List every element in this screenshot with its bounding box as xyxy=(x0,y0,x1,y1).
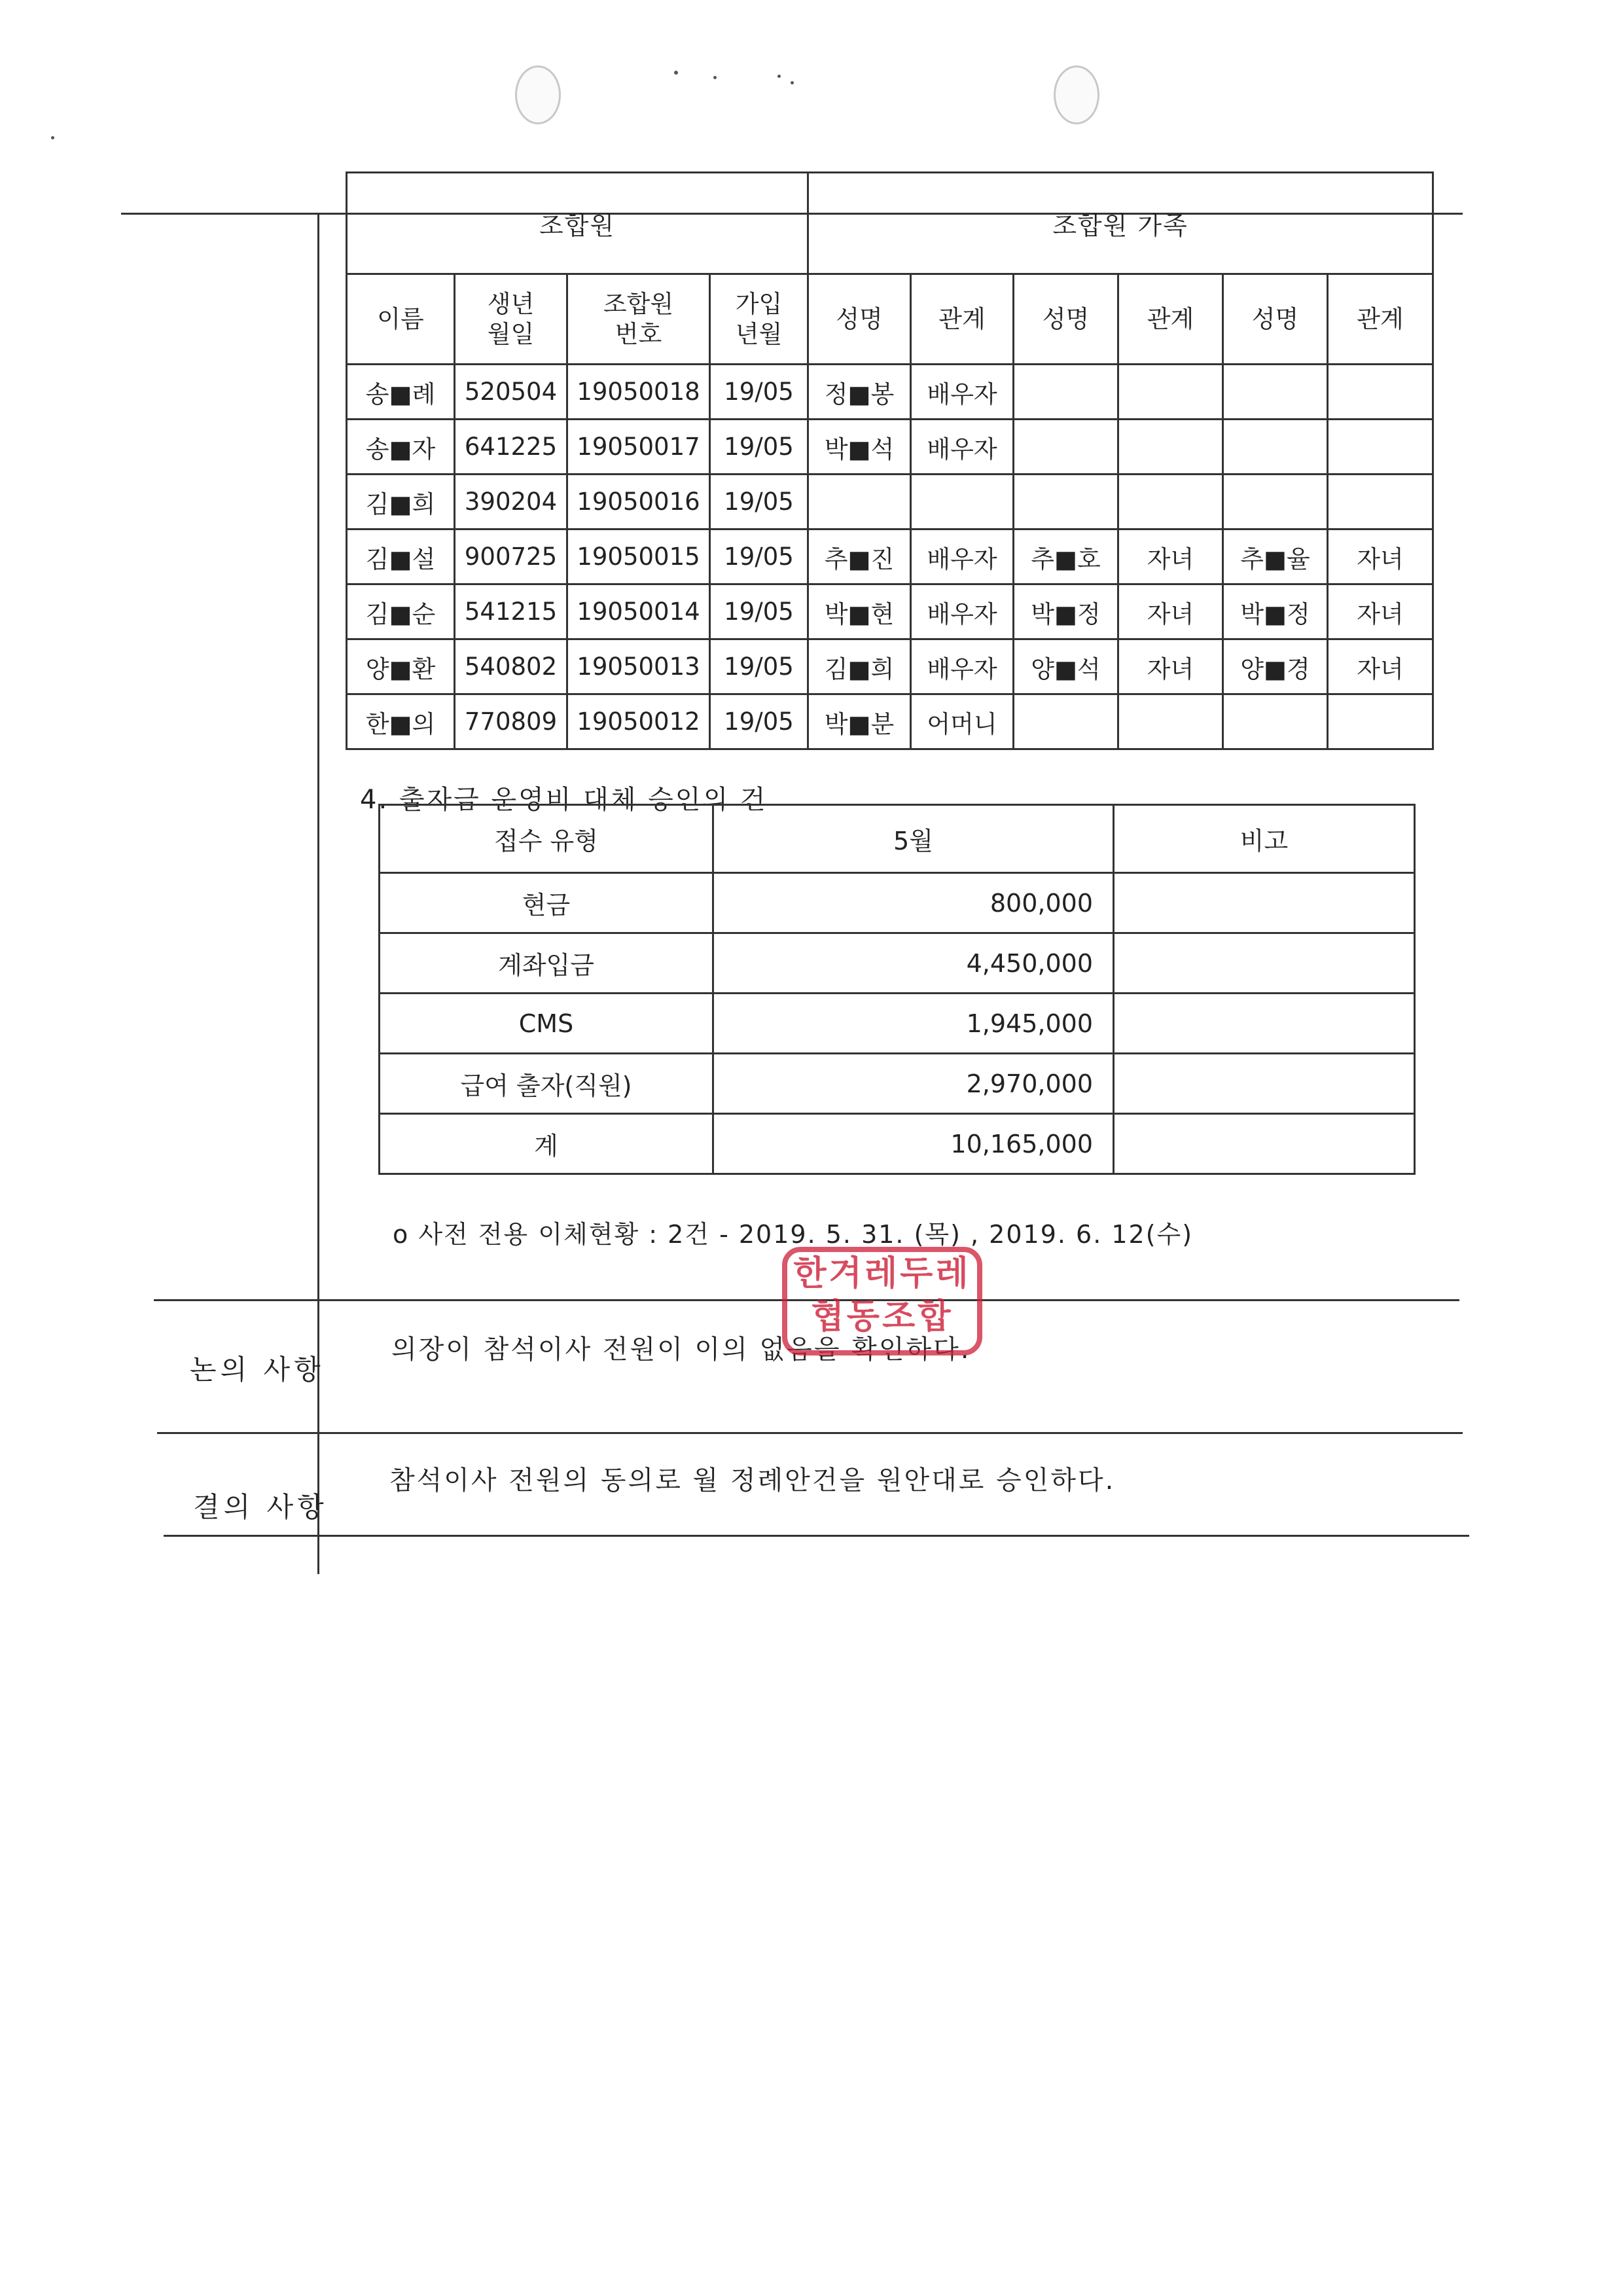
table-cell: 자녀 xyxy=(1328,529,1433,584)
table-row xyxy=(347,529,1433,584)
table-cell: 박■석 xyxy=(808,420,911,475)
table-cell: 추■호 xyxy=(1014,529,1118,584)
table-cell: 자녀 xyxy=(1118,529,1223,584)
table-cell: CMS xyxy=(380,994,713,1054)
table-cell xyxy=(1114,873,1415,933)
table-cell: 송■례 xyxy=(347,365,455,420)
table-cell: 19/05 xyxy=(710,420,808,475)
table-cell: 19050015 xyxy=(567,529,710,584)
table-cell: 19050013 xyxy=(567,639,710,694)
members-column-header: 이름 xyxy=(347,274,455,365)
table-cell xyxy=(1118,475,1223,529)
table-cell: 배우자 xyxy=(911,529,1014,584)
members-column-header: 관계 xyxy=(1118,274,1223,365)
finance-table xyxy=(378,804,1416,1175)
table-cell: 19050016 xyxy=(567,475,710,529)
table-cell: 541215 xyxy=(455,584,567,639)
table-cell: 641225 xyxy=(455,420,567,475)
transfer-note: o 사전 전용 이체현황 : 2건 - 2019. 5. 31. (목) , 2019. 6. 12(수) xyxy=(393,1220,1194,1249)
table-cell: 배우자 xyxy=(911,365,1014,420)
members-table xyxy=(346,171,1434,750)
table-cell xyxy=(1114,1114,1415,1174)
table-cell: 19050017 xyxy=(567,420,710,475)
table-cell: 자녀 xyxy=(1328,584,1433,639)
table-row xyxy=(347,420,1433,475)
table-cell: 자녀 xyxy=(1328,639,1433,694)
members-column-header: 생년 월일 xyxy=(455,274,567,365)
table-row xyxy=(380,1054,1415,1114)
table-cell: 900725 xyxy=(455,529,567,584)
table-cell: 추■율 xyxy=(1223,529,1328,584)
table-cell xyxy=(1014,475,1118,529)
table-cell: 자녀 xyxy=(1118,584,1223,639)
form-rule-before-resolution xyxy=(157,1432,1463,1434)
table-cell: 520504 xyxy=(455,365,567,420)
table-cell: 김■희 xyxy=(347,475,455,529)
table-cell xyxy=(1223,694,1328,749)
table-cell: 양■경 xyxy=(1223,639,1328,694)
table-cell: 19050014 xyxy=(567,584,710,639)
members-column-header: 관계 xyxy=(1328,274,1433,365)
table-row xyxy=(347,475,1433,529)
form-bottom-rule xyxy=(164,1535,1469,1537)
table-cell: 양■석 xyxy=(1014,639,1118,694)
table-row xyxy=(347,365,1433,420)
members-column-header: 성명 xyxy=(808,274,911,365)
table-cell: 390204 xyxy=(455,475,567,529)
table-cell: 어머니 xyxy=(911,694,1014,749)
table-row xyxy=(347,694,1433,749)
seal-line-2: 협동조합 xyxy=(811,1297,954,1336)
table-cell: 양■환 xyxy=(347,639,455,694)
table-cell xyxy=(1328,475,1433,529)
table-cell: 19/05 xyxy=(710,639,808,694)
amount-cell: 10,165,000 xyxy=(713,1114,1114,1174)
table-cell xyxy=(1014,365,1118,420)
table-cell: 배우자 xyxy=(911,420,1014,475)
table-cell: 박■분 xyxy=(808,694,911,749)
table-cell xyxy=(1118,365,1223,420)
table-cell xyxy=(1114,933,1415,994)
family-group-header: 조합원 가족 xyxy=(808,173,1433,274)
table-cell: 19050012 xyxy=(567,694,710,749)
table-cell xyxy=(1223,365,1328,420)
table-row xyxy=(380,994,1415,1054)
section4-title: 4. 출자금 운영비 대체 승인의 건 xyxy=(360,785,768,815)
members-column-header: 성명 xyxy=(1223,274,1328,365)
discussion-label: 논의 사항 xyxy=(190,1354,325,1386)
table-cell: 19/05 xyxy=(710,475,808,529)
table-cell xyxy=(1114,994,1415,1054)
table-cell xyxy=(1223,420,1328,475)
table-row xyxy=(347,639,1433,694)
table-cell: 19/05 xyxy=(710,584,808,639)
table-row xyxy=(380,873,1415,933)
table-cell: 박■정 xyxy=(1014,584,1118,639)
members-column-header: 가입 년월 xyxy=(710,274,808,365)
table-cell: 추■진 xyxy=(808,529,911,584)
members-column-header: 성명 xyxy=(1014,274,1118,365)
seal-line-1: 한겨레두레 xyxy=(793,1254,971,1293)
table-cell xyxy=(1328,365,1433,420)
table-cell xyxy=(1223,475,1328,529)
table-row xyxy=(347,584,1433,639)
table-cell: 계좌입금 xyxy=(380,933,713,994)
discussion-text: 의장이 참석이사 전원이 이의 없음을 확인하다. xyxy=(391,1335,971,1365)
table-cell: 19/05 xyxy=(710,529,808,584)
table-cell: 계 xyxy=(380,1114,713,1174)
cooperative-seal-stamp xyxy=(782,1247,982,1355)
table-cell xyxy=(1118,420,1223,475)
scan-speck xyxy=(713,76,717,79)
amount-cell: 4,450,000 xyxy=(713,933,1114,994)
amount-cell: 1,945,000 xyxy=(713,994,1114,1054)
table-cell: 540802 xyxy=(455,639,567,694)
table-cell: 배우자 xyxy=(911,584,1014,639)
scan-speck xyxy=(791,81,794,84)
table-cell: 김■희 xyxy=(808,639,911,694)
punch-hole-right xyxy=(1054,65,1099,124)
table-cell: 배우자 xyxy=(911,639,1014,694)
table-cell xyxy=(911,475,1014,529)
members-column-header: 관계 xyxy=(911,274,1014,365)
table-cell xyxy=(1328,694,1433,749)
table-cell: 급여 출자(직원) xyxy=(380,1054,713,1114)
resolution-text: 참석이사 전원의 동의로 월 정례안건을 원안대로 승인하다. xyxy=(389,1465,1116,1496)
table-cell xyxy=(1118,694,1223,749)
table-cell: 김■순 xyxy=(347,584,455,639)
table-row xyxy=(380,1114,1415,1174)
table-cell: 송■자 xyxy=(347,420,455,475)
table-cell: 박■현 xyxy=(808,584,911,639)
scan-speck xyxy=(674,71,678,75)
member-group-header: 조합원 xyxy=(347,173,808,274)
scan-speck xyxy=(51,136,54,139)
table-cell: 770809 xyxy=(455,694,567,749)
table-cell: 현금 xyxy=(380,873,713,933)
amount-cell: 2,970,000 xyxy=(713,1054,1114,1114)
table-cell xyxy=(1014,694,1118,749)
members-column-header: 조합원 번호 xyxy=(567,274,710,365)
scan-speck xyxy=(777,75,781,78)
table-cell xyxy=(1114,1054,1415,1114)
table-cell xyxy=(1328,420,1433,475)
table-cell: 19/05 xyxy=(710,365,808,420)
table-row xyxy=(380,933,1415,994)
table-cell: 19/05 xyxy=(710,694,808,749)
finance-column-header: 비고 xyxy=(1114,805,1415,873)
finance-column-header: 5월 xyxy=(713,805,1114,873)
table-cell: 한■의 xyxy=(347,694,455,749)
resolution-label: 결의 사항 xyxy=(193,1491,328,1523)
table-cell: 김■설 xyxy=(347,529,455,584)
table-cell xyxy=(1014,420,1118,475)
table-cell: 19050018 xyxy=(567,365,710,420)
finance-column-header: 접수 유형 xyxy=(380,805,713,873)
punch-hole-left xyxy=(515,65,561,124)
table-cell: 자녀 xyxy=(1118,639,1223,694)
table-cell: 박■정 xyxy=(1223,584,1328,639)
table-cell: 정■봉 xyxy=(808,365,911,420)
amount-cell: 800,000 xyxy=(713,873,1114,933)
table-cell xyxy=(808,475,911,529)
